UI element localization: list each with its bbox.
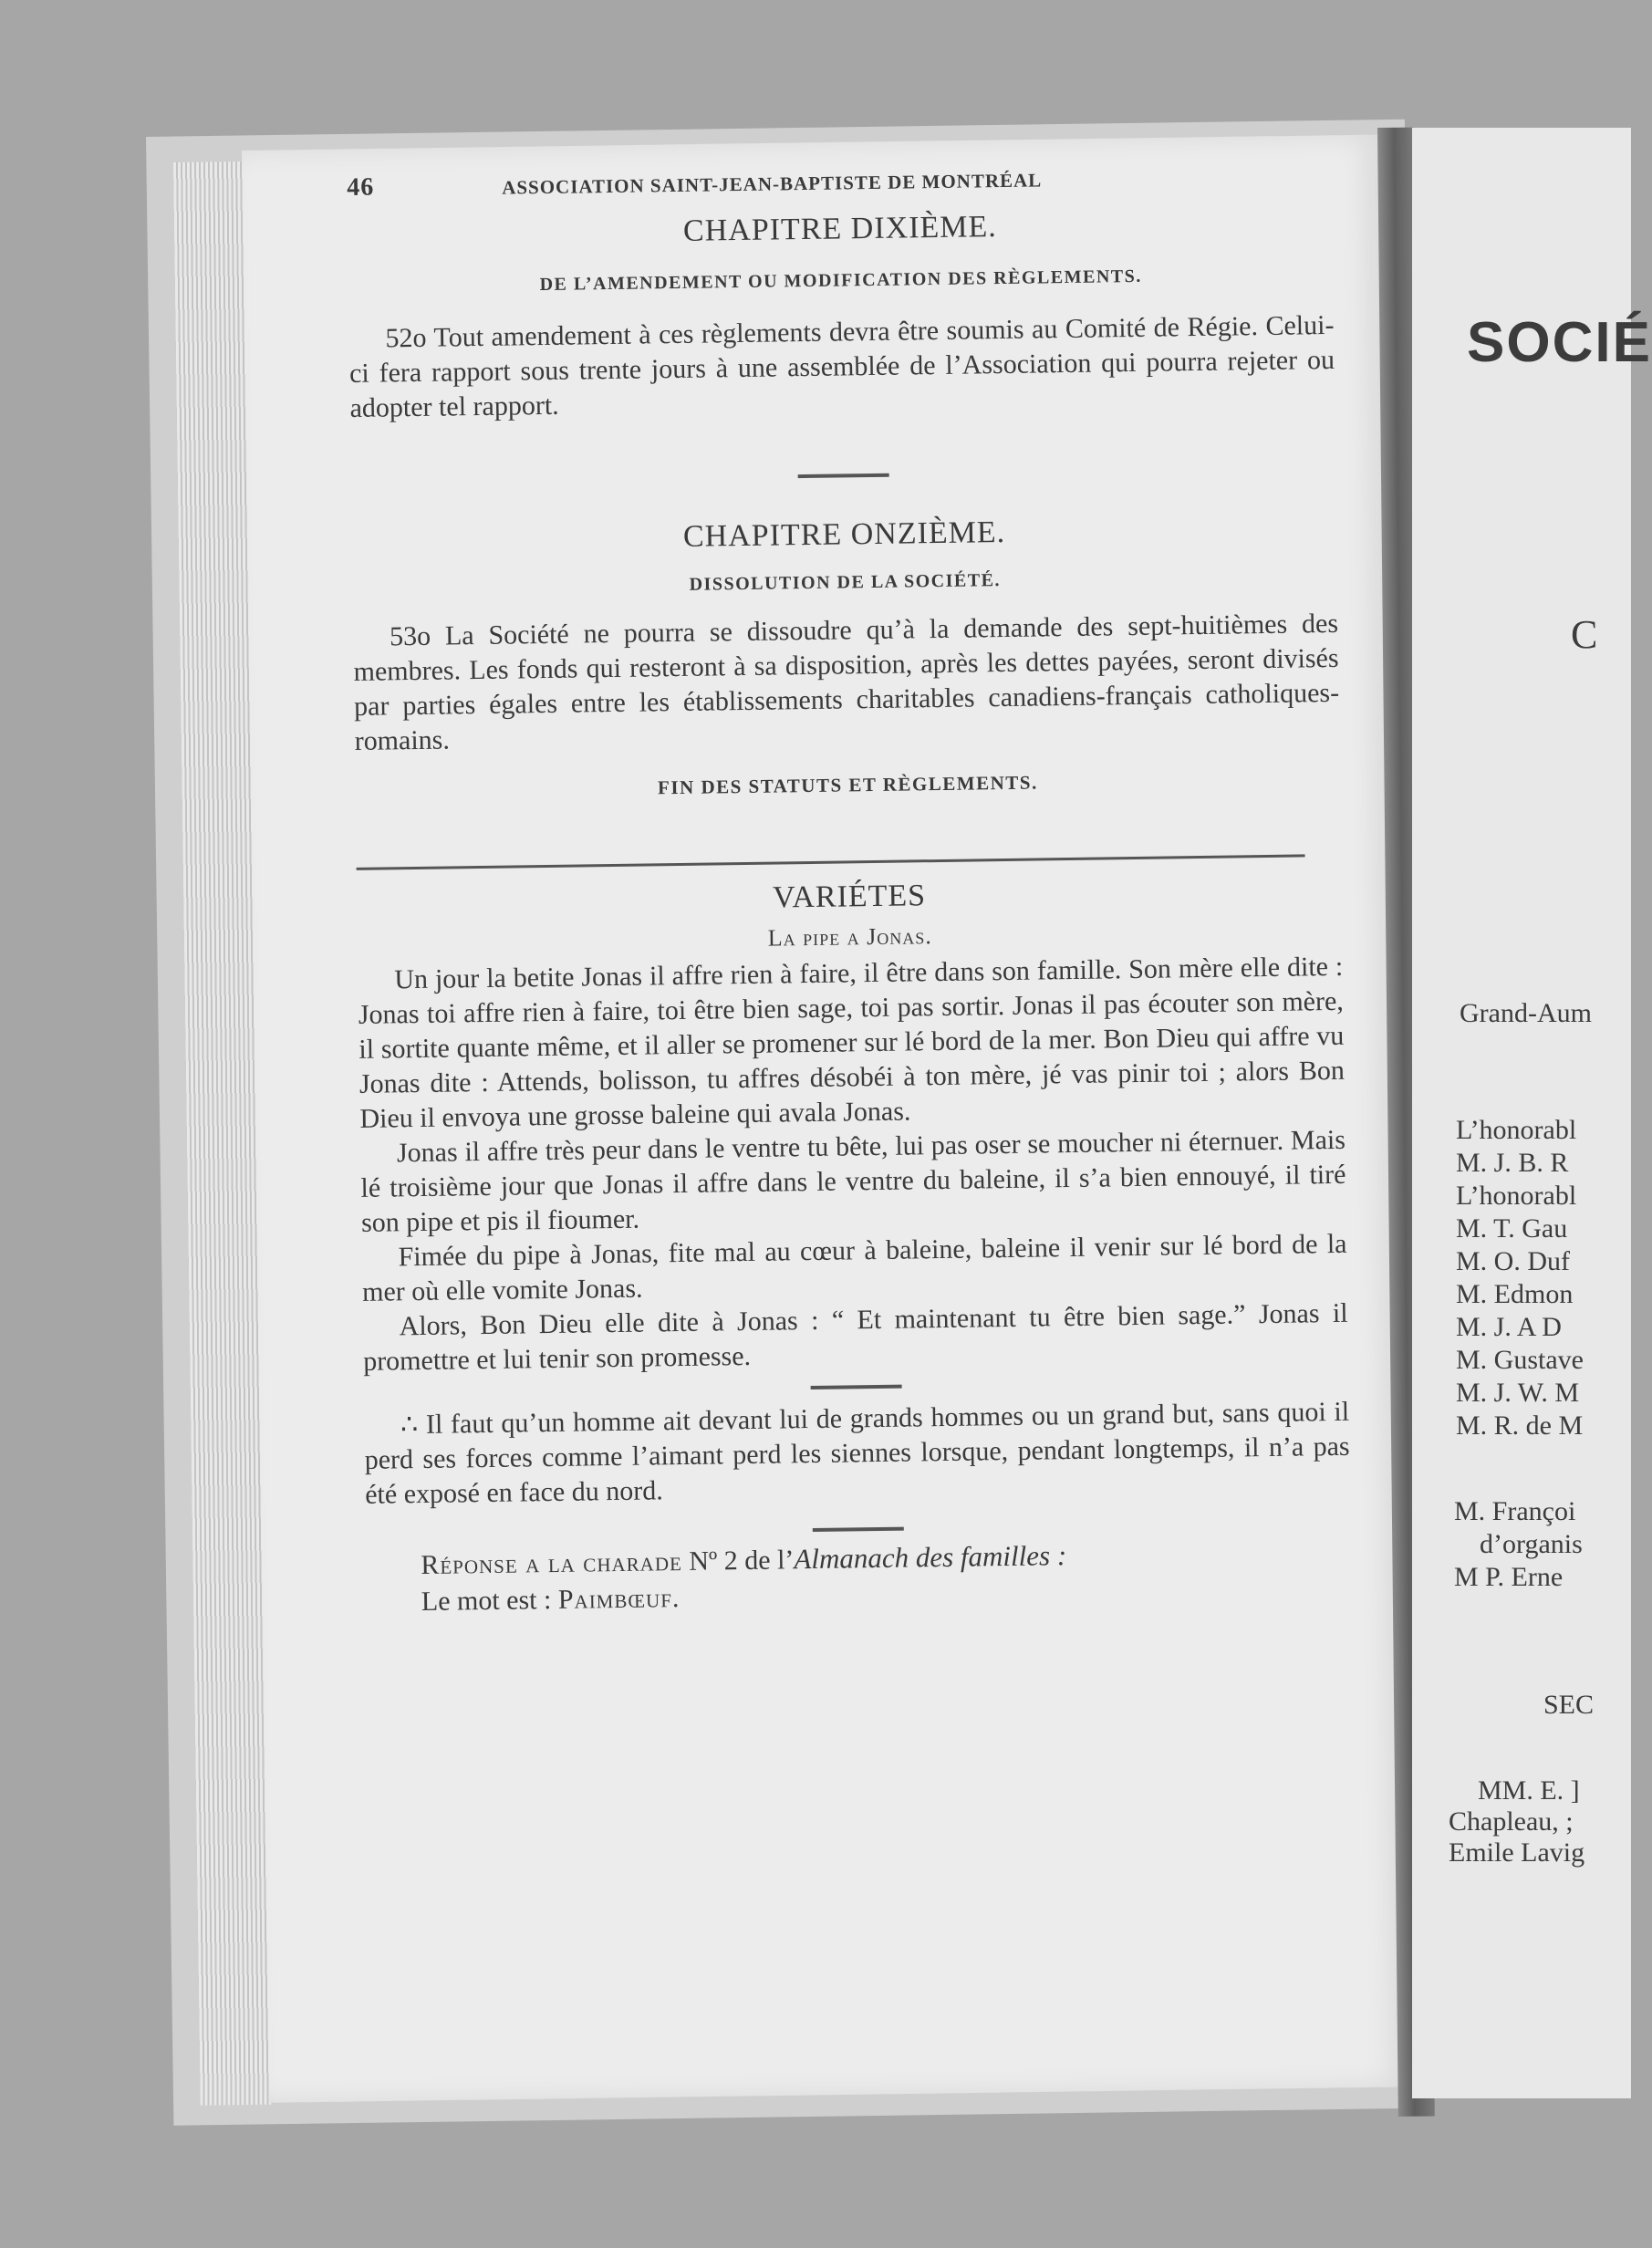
right-page-name: M. J. W. M — [1456, 1378, 1580, 1408]
right-page-name: M. O. Duf — [1456, 1246, 1570, 1276]
story-paragraph: Jonas il affre très peur dans le ventre tu bête, lui pas oser se moucher ni éternuer. Mais lé troisième jour que Jonas il affre dans le ventre du baleine, il s’a bien ennouyé, il tiré son pipe et pis il fioumer. — [360, 1124, 1346, 1238]
right-page-line: MM. E. ] — [1478, 1775, 1580, 1806]
charade-answer — [366, 1534, 1352, 1621]
answer-prefix: Le mot est : — [421, 1584, 559, 1618]
running-head: ASSOCIATION SAINT-JEAN-BAPTISTE DE MONTRÉAL — [502, 169, 1043, 199]
left-page-content — [347, 160, 1352, 1621]
charade-number: Nº 2 de l’ — [689, 1545, 795, 1577]
right-page-title: SOCIÉ — [1467, 311, 1652, 374]
story-paragraph: Alors, Bon Dieu elle dite à Jonas : “ Et maintenant tu être bien sage.” Jonas il promettre et lui tenir son promesse. — [362, 1297, 1348, 1377]
article-53: 53o La Société ne pourra se dissoudre qu’à la demande des sept-huitièmes des membres. Les fonds qui resteront à sa disposition, après les dettes payées, seront divisés par parties égales entre les établissements charitables canadiens-français catholiques-romains. — [353, 608, 1340, 756]
right-page-name: L’honorabl — [1456, 1181, 1577, 1211]
charade-label: Réponse a la charade — [421, 1546, 683, 1581]
right-page-c: C — [1571, 612, 1598, 657]
varietes-title: VARIÉTES — [772, 879, 927, 915]
end-of-statutes: FIN DES STATUTS ET RÈGLEMENTS. — [657, 771, 1038, 799]
right-page-name: M. J. B. R — [1456, 1148, 1569, 1178]
right-page-name: d’organis — [1480, 1529, 1583, 1559]
chapter-10-subtitle: DE L’AMENDEMENT OU MODIFICATION DES RÈGLEMENTS. — [539, 265, 1142, 296]
right-page-name: M. J. A D — [1456, 1312, 1562, 1342]
right-page-sec: SEC — [1543, 1690, 1595, 1720]
right-page-name: M. Françoi — [1454, 1496, 1576, 1526]
right-page-line: Chapleau, ; — [1449, 1806, 1574, 1837]
right-page-name: M. R. de M — [1456, 1410, 1584, 1441]
right-page-name: M. Gustave — [1456, 1345, 1584, 1375]
story-paragraph: Un jour la betite Jonas il affre rien à faire, il être dans son famille. Son mère elle dite : Jonas toi affre rien à faire, toi être bien sage, toi pas sortir. Jonas il pas écouter son mère, il sortite quante même, et il aller se promener sur lé bord de la mer. Bon Dieu qui affre vu Jonas dite : Attends, bolisson, tu affres désobéi à ton mère, jé vas pinir toi ; alors Bon Dieu il envoya une grosse baleine qui avala Jonas. — [358, 951, 1345, 1134]
article-52: 52o Tout amendement à ces règlements devra être soumis au Comité de Régie. Celui-ci fera rapport sous trente jours à une assemblée de l’Association qui pourra rejeter ou adopter tel rapport. — [348, 309, 1335, 423]
varietes-subtitle: La pipe a Jonas. — [767, 922, 932, 952]
charade-source: Almanach des familles : — [794, 1539, 1067, 1576]
answer-word: Paimbœuf. — [557, 1583, 681, 1615]
right-page-name: M. T. Gau — [1456, 1213, 1568, 1244]
right-page-grand-aum: Grand-Aum — [1460, 998, 1592, 1028]
chapter-11-title: CHAPITRE ONZIÈME. — [682, 515, 1006, 554]
right-page-line: Emile Lavig — [1449, 1837, 1585, 1868]
chapter-11-subtitle: DISSOLUTION DE LA SOCIÉTÉ. — [689, 570, 1002, 595]
right-page-name: M P. Erne — [1454, 1562, 1564, 1592]
page-number: 46 — [347, 172, 375, 202]
right-page-name: M. Edmon — [1456, 1279, 1574, 1309]
story-paragraph: Fimée du pipe à Jonas, fite mal au cœur à baleine, baleine il venir sur lé bord de la mer où elle vomite Jonas. — [361, 1228, 1347, 1307]
right-page-name: L’honorabl — [1456, 1115, 1577, 1145]
maxim-paragraph: ∴ Il faut qu’un homme ait devant lui de grands hommes ou un grand but, sans quoi il perd ses forces comme l’aimant perd les siennes lorsque, pendant longtemps, il n’a pas été exposé en face du nord. — [364, 1396, 1350, 1510]
chapter-10-title: CHAPITRE DIXIÈME. — [682, 210, 998, 248]
